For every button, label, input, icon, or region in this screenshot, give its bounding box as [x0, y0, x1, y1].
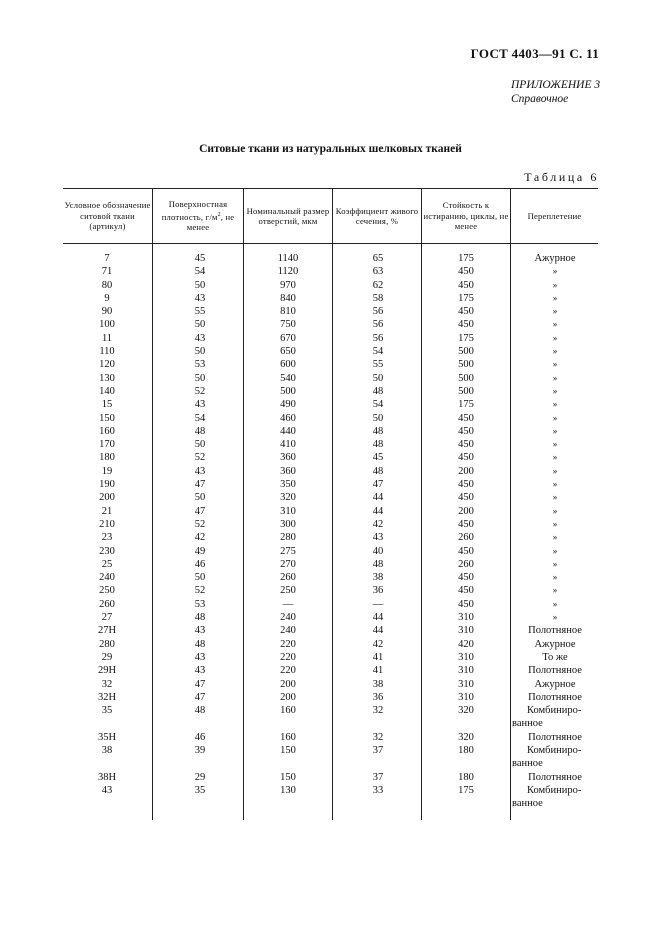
cell-abrasion: 450 — [458, 585, 474, 597]
col-header-open-area: Коэффициент живого сечения, % — [335, 205, 419, 226]
table-row — [63, 584, 598, 597]
table-row — [63, 691, 598, 704]
cell-aperture: 540 — [280, 372, 296, 384]
density-sup: 2 — [217, 211, 221, 218]
cell-designation: 150 — [99, 412, 115, 424]
cell-aperture: 600 — [280, 359, 296, 371]
cell-aperture: — — [282, 598, 294, 610]
cell-density: 47 — [194, 691, 206, 703]
cell-abrasion: 310 — [458, 691, 474, 703]
cell-abrasion: 320 — [458, 731, 474, 743]
cell-abrasion: 175 — [458, 292, 474, 304]
cell-designation: 200 — [99, 492, 115, 504]
cell-density: 52 — [194, 452, 206, 464]
cell-weave: » — [552, 452, 558, 463]
cell-designation: 280 — [99, 638, 115, 650]
cell-weave: » — [552, 319, 558, 330]
cell-abrasion: 175 — [458, 332, 474, 344]
page-title: Ситовые ткани из натуральных шелковых тканей — [199, 143, 462, 155]
cell-aperture: 360 — [280, 452, 296, 464]
cell-open-area: 38 — [372, 572, 384, 584]
cell-density: 43 — [194, 292, 206, 304]
cell-designation: 27 — [101, 612, 113, 624]
cell-weave: » — [552, 479, 558, 490]
cell-open-area: 44 — [372, 492, 384, 504]
table-row — [63, 478, 598, 491]
cell-abrasion: 310 — [458, 651, 474, 663]
cell-density: 39 — [194, 744, 206, 756]
cell-open-area: 36 — [372, 585, 384, 597]
cell-designation: 120 — [99, 359, 115, 371]
cell-weave: Ажурное — [534, 678, 576, 690]
cell-abrasion: 180 — [458, 744, 474, 756]
cell-abrasion: 420 — [458, 638, 474, 650]
cell-abrasion: 450 — [458, 412, 474, 424]
cell-density: 47 — [194, 505, 206, 517]
cell-density: 35 — [194, 784, 206, 796]
col-header-aperture: Номинальный размер отверстий, мкм — [246, 205, 330, 226]
cell-open-area: 54 — [372, 399, 384, 411]
cell-density: 47 — [194, 678, 206, 690]
table-row — [63, 571, 598, 584]
cell-aperture: 240 — [280, 625, 296, 637]
cell-designation: 80 — [101, 279, 113, 291]
cell-abrasion: 450 — [458, 572, 474, 584]
cell-designation: 27Н — [97, 625, 117, 637]
cell-aperture: 250 — [280, 585, 296, 597]
cell-weave: Полотняное — [528, 691, 582, 703]
cell-open-area: 32 — [372, 731, 384, 743]
cell-designation: 32Н — [97, 691, 117, 703]
cell-aperture: 200 — [280, 678, 296, 690]
cell-weave: » — [552, 292, 558, 303]
col-header-abrasion: Стойкость к истиранию, циклы, не менее — [423, 200, 509, 232]
cell-density: 55 — [194, 306, 206, 318]
cell-designation: 170 — [99, 439, 115, 451]
cell-weave: » — [552, 266, 558, 277]
cell-abrasion: 260 — [458, 558, 474, 570]
cell-aperture: 280 — [280, 532, 296, 544]
table-row — [63, 438, 598, 451]
cell-weave: Комбиниро- ванное — [512, 705, 582, 730]
cell-weave: Комбиниро- ванное — [512, 744, 582, 770]
table-row — [63, 305, 598, 318]
cell-aperture: 970 — [280, 279, 296, 291]
table-row — [63, 624, 598, 637]
cell-designation: 90 — [101, 306, 113, 318]
cell-weave: Полотняное — [528, 771, 582, 783]
cell-aperture: 220 — [280, 665, 296, 677]
cell-weave: » — [552, 306, 558, 317]
table-row — [63, 412, 598, 425]
cell-weave: » — [552, 545, 558, 556]
cell-designation: 230 — [99, 545, 115, 557]
cell-abrasion: 500 — [458, 359, 474, 371]
table-row — [63, 744, 598, 771]
cell-open-area: 56 — [372, 306, 384, 318]
cell-open-area: 44 — [372, 612, 384, 624]
cell-designation: 9 — [104, 292, 110, 304]
cell-aperture: 490 — [280, 399, 296, 411]
table-label: Таблица 6 — [524, 170, 599, 184]
cell-density: 50 — [194, 492, 206, 504]
cell-designation: 130 — [99, 372, 115, 384]
cell-weave: » — [552, 359, 558, 370]
cell-aperture: 360 — [280, 465, 296, 477]
cell-weave: » — [552, 399, 558, 410]
cell-abrasion: 450 — [458, 492, 474, 504]
table-row — [63, 279, 598, 292]
cell-designation: 11 — [101, 332, 113, 344]
table-row — [63, 425, 598, 438]
cell-abrasion: 200 — [458, 465, 474, 477]
table-top-rule — [63, 188, 598, 189]
cell-aperture: 275 — [280, 545, 296, 557]
cell-density: 52 — [194, 385, 206, 397]
cell-density: 47 — [194, 479, 206, 491]
cell-abrasion: 450 — [458, 279, 474, 291]
cell-aperture: 320 — [280, 492, 296, 504]
table-row — [63, 345, 598, 358]
cell-aperture: 150 — [280, 744, 296, 756]
cell-weave: Ажурное — [534, 253, 576, 264]
cell-aperture: 270 — [280, 558, 296, 570]
cell-abrasion: 450 — [458, 452, 474, 464]
table-row — [63, 664, 598, 677]
cell-weave: » — [552, 492, 558, 503]
table-row — [63, 678, 598, 691]
cell-open-area: 42 — [372, 518, 384, 530]
cell-aperture: 1120 — [277, 266, 299, 278]
table-row — [63, 598, 598, 611]
cell-open-area: 37 — [372, 744, 384, 756]
cell-aperture: 220 — [280, 651, 296, 663]
table-row — [63, 638, 598, 651]
cell-open-area: 54 — [372, 346, 384, 358]
cell-aperture: 410 — [280, 439, 296, 451]
density-suffix: , не менее — [186, 211, 235, 233]
cell-designation: 38Н — [97, 771, 117, 783]
col-header-density — [153, 190, 243, 242]
cell-open-area: 45 — [372, 452, 384, 464]
cell-open-area: 63 — [372, 266, 384, 278]
table-row — [63, 545, 598, 558]
cell-open-area: 42 — [372, 638, 384, 650]
cell-designation: 25 — [101, 558, 113, 570]
table-row — [63, 332, 598, 345]
cell-weave: Полотняное — [528, 625, 582, 637]
cell-designation: 29 — [101, 651, 113, 663]
cell-designation: 250 — [99, 585, 115, 597]
cell-abrasion: 500 — [458, 372, 474, 384]
table-row — [63, 505, 598, 518]
table-header-rule — [63, 243, 598, 244]
cell-designation: 21 — [101, 505, 113, 517]
cell-abrasion: 310 — [458, 665, 474, 677]
cell-abrasion: 180 — [458, 771, 474, 783]
cell-open-area: 58 — [372, 292, 384, 304]
cell-aperture: 840 — [280, 292, 296, 304]
cell-abrasion: 175 — [458, 253, 474, 264]
cell-density: 48 — [194, 638, 206, 650]
cell-density: 43 — [194, 332, 206, 344]
cell-open-area: 41 — [372, 651, 384, 663]
appendix-note: Справочное — [511, 93, 569, 105]
table-row — [63, 518, 598, 531]
cell-aperture: 460 — [280, 412, 296, 424]
cell-open-area: 36 — [372, 691, 384, 703]
cell-open-area: 48 — [372, 385, 384, 397]
cell-weave: » — [552, 572, 558, 583]
cell-weave: » — [552, 439, 558, 450]
cell-density: 48 — [194, 705, 206, 717]
cell-weave: » — [552, 279, 558, 290]
cell-designation: 110 — [99, 346, 115, 358]
cell-designation: 23 — [101, 532, 113, 544]
cell-aperture: 670 — [280, 332, 296, 344]
cell-weave: То же — [542, 651, 568, 663]
cell-density: 54 — [194, 412, 206, 424]
col-header-weave: Переплетение — [527, 210, 582, 221]
cell-weave: Ажурное — [534, 638, 576, 650]
cell-density: 43 — [194, 651, 206, 663]
cell-weave: » — [552, 612, 558, 623]
cell-density: 50 — [194, 279, 206, 291]
cell-open-area: 48 — [372, 465, 384, 477]
cell-aperture: 200 — [280, 691, 296, 703]
cell-abrasion: 500 — [458, 346, 474, 358]
cell-density: 48 — [194, 425, 206, 437]
cell-abrasion: 310 — [458, 612, 474, 624]
cell-designation: 210 — [99, 518, 115, 530]
cell-open-area: 47 — [372, 479, 384, 491]
cell-open-area: 48 — [372, 439, 384, 451]
cell-designation: 100 — [99, 319, 115, 331]
cell-aperture: 750 — [280, 319, 296, 331]
cell-designation: 160 — [99, 425, 115, 437]
cell-weave: » — [552, 505, 558, 516]
cell-weave: » — [552, 332, 558, 343]
cell-abrasion: 175 — [458, 399, 474, 411]
cell-density: 53 — [194, 598, 206, 610]
table-row — [63, 771, 598, 784]
cell-aperture: 810 — [280, 306, 296, 318]
cell-abrasion: 450 — [458, 425, 474, 437]
cell-abrasion: 310 — [458, 678, 474, 690]
table-row — [63, 451, 598, 464]
cell-density: 45 — [194, 253, 206, 264]
appendix-block — [511, 78, 631, 106]
appendix-label: ПРИЛОЖЕНИЕ 3 — [511, 79, 601, 91]
cell-designation: 32 — [101, 678, 113, 690]
table-row — [63, 252, 598, 265]
cell-abrasion: 260 — [458, 532, 474, 544]
cell-designation: 260 — [99, 598, 115, 610]
cell-abrasion: 500 — [458, 385, 474, 397]
cell-weave: » — [552, 532, 558, 543]
cell-density: 50 — [194, 572, 206, 584]
cell-designation: 19 — [101, 465, 113, 477]
table-row — [63, 531, 598, 544]
table-body — [63, 252, 598, 810]
density-label: Поверхностная плотность, г/м — [161, 199, 228, 222]
cell-abrasion: 450 — [458, 545, 474, 557]
cell-weave: » — [552, 385, 558, 396]
cell-density: 29 — [194, 771, 206, 783]
cell-designation: 35Н — [97, 731, 117, 743]
cell-density: 43 — [194, 465, 206, 477]
cell-open-area: 50 — [372, 412, 384, 424]
cell-density: 50 — [194, 319, 206, 331]
cell-density: 42 — [194, 532, 206, 544]
cell-aperture: 310 — [280, 505, 296, 517]
cell-designation: 38 — [101, 744, 113, 756]
cell-weave: » — [552, 372, 558, 383]
cell-open-area: 50 — [372, 372, 384, 384]
cell-open-area: 32 — [372, 705, 384, 717]
cell-aperture: 220 — [280, 638, 296, 650]
cell-designation: 240 — [99, 572, 115, 584]
cell-weave: » — [552, 425, 558, 436]
table-row — [63, 704, 598, 731]
table-row — [63, 398, 598, 411]
cell-weave: » — [552, 465, 558, 476]
standard-header: ГОСТ 4403—91 С. 11 — [470, 46, 599, 61]
cell-open-area: 40 — [372, 545, 384, 557]
table-row — [63, 558, 598, 571]
table-row — [63, 372, 598, 385]
cell-weave: Полотняное — [528, 731, 582, 743]
cell-designation: 190 — [99, 479, 115, 491]
cell-abrasion: 320 — [458, 705, 474, 717]
cell-weave: » — [552, 558, 558, 569]
table-row — [63, 651, 598, 664]
cell-weave: Полотняное — [528, 665, 582, 677]
cell-weave: » — [552, 346, 558, 357]
cell-density: 52 — [194, 585, 206, 597]
cell-designation: 180 — [99, 452, 115, 464]
cell-aperture: 160 — [280, 731, 296, 743]
cell-density: 43 — [194, 399, 206, 411]
cell-open-area: 56 — [372, 319, 384, 331]
cell-aperture: 130 — [280, 784, 296, 796]
cell-designation: 7 — [104, 253, 110, 264]
cell-abrasion: 175 — [458, 784, 474, 796]
cell-aperture: 1140 — [277, 253, 299, 264]
table-row — [63, 385, 598, 398]
cell-open-area: 48 — [372, 425, 384, 437]
cell-aperture: 260 — [280, 572, 296, 584]
cell-density: 50 — [194, 439, 206, 451]
cell-aperture: 650 — [280, 346, 296, 358]
table-row — [63, 318, 598, 331]
cell-designation: 35 — [101, 705, 113, 717]
cell-open-area: 44 — [372, 625, 384, 637]
cell-abrasion: 450 — [458, 439, 474, 451]
cell-density: 50 — [194, 346, 206, 358]
table-row — [63, 611, 598, 624]
cell-weave: » — [552, 412, 558, 423]
cell-aperture: 240 — [280, 612, 296, 624]
cell-abrasion: 450 — [458, 518, 474, 530]
cell-designation: 15 — [101, 399, 113, 411]
cell-abrasion: 200 — [458, 505, 474, 517]
table-row — [63, 784, 598, 811]
cell-open-area: — — [372, 598, 384, 610]
cell-abrasion: 450 — [458, 598, 474, 610]
cell-open-area: 37 — [372, 771, 384, 783]
cell-designation: 43 — [101, 784, 113, 796]
table-row — [63, 731, 598, 744]
cell-weave: » — [552, 518, 558, 529]
cell-density: 43 — [194, 625, 206, 637]
cell-density: 46 — [194, 731, 206, 743]
cell-open-area: 44 — [372, 505, 384, 517]
cell-density: 54 — [194, 266, 206, 278]
cell-aperture: 440 — [280, 425, 296, 437]
cell-designation: 29Н — [97, 665, 117, 677]
cell-designation: 71 — [101, 266, 113, 278]
cell-density: 43 — [194, 665, 206, 677]
cell-abrasion: 450 — [458, 479, 474, 491]
cell-density: 48 — [194, 612, 206, 624]
cell-open-area: 41 — [372, 665, 384, 677]
table-row — [63, 491, 598, 504]
cell-weave: Комбиниро- ванное — [512, 784, 582, 810]
cell-open-area: 56 — [372, 332, 384, 344]
cell-open-area: 43 — [372, 532, 384, 544]
table-row — [63, 465, 598, 478]
cell-aperture: 160 — [280, 705, 296, 717]
cell-density: 49 — [194, 545, 206, 557]
cell-designation: 140 — [99, 385, 115, 397]
cell-aperture: 150 — [280, 771, 296, 783]
cell-aperture: 500 — [280, 385, 296, 397]
cell-density: 52 — [194, 518, 206, 530]
cell-open-area: 48 — [372, 558, 384, 570]
cell-density: 46 — [194, 558, 206, 570]
cell-density: 50 — [194, 372, 206, 384]
cell-weave: » — [552, 598, 558, 609]
cell-aperture: 350 — [280, 479, 296, 491]
cell-open-area: 33 — [372, 784, 384, 796]
cell-open-area: 38 — [372, 678, 384, 690]
cell-abrasion: 310 — [458, 625, 474, 637]
table-row — [63, 265, 598, 278]
cell-open-area: 62 — [372, 279, 384, 291]
cell-aperture: 300 — [280, 518, 296, 530]
col-header-designation: Условное обозначение ситовой ткани (артикул) — [64, 200, 151, 232]
table-row — [63, 292, 598, 305]
cell-open-area: 65 — [372, 253, 384, 264]
cell-abrasion: 450 — [458, 266, 474, 278]
cell-weave: » — [552, 585, 558, 596]
cell-open-area: 55 — [372, 359, 384, 371]
cell-abrasion: 450 — [458, 319, 474, 331]
table-row — [63, 358, 598, 371]
cell-density: 53 — [194, 359, 206, 371]
cell-abrasion: 450 — [458, 306, 474, 318]
